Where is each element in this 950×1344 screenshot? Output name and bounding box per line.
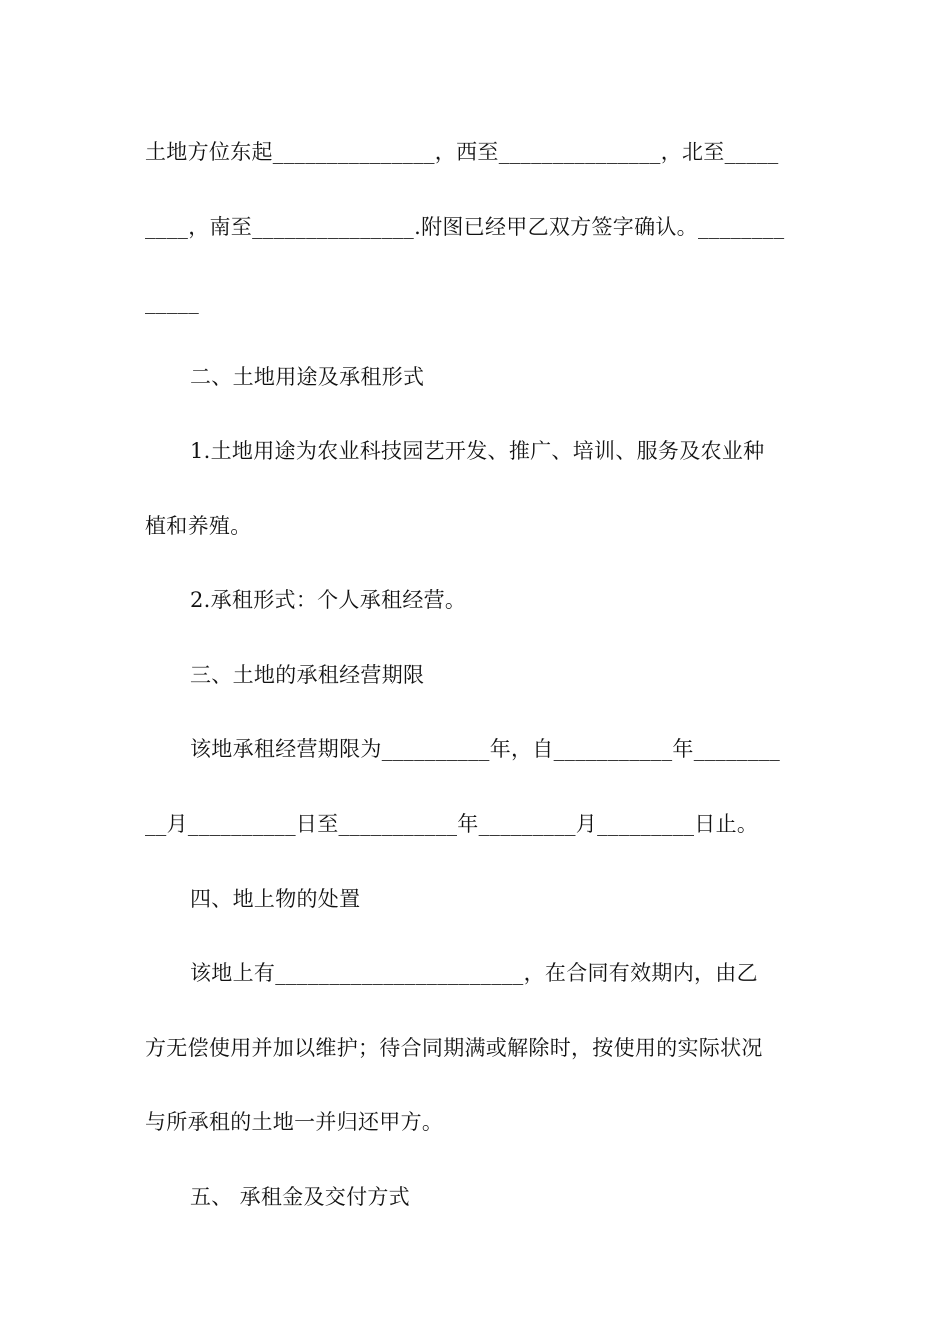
paragraph-ground-objects-2: 方无偿使用并加以维护；待合同期满或解除时，按使用的实际状况 bbox=[145, 1036, 763, 1060]
land-boundary-line-1: 土地方位东起_______________，西至_______________，北至_____ bbox=[145, 140, 779, 164]
section-heading-ground-objects: 四、地上物的处置 bbox=[190, 887, 361, 911]
paragraph-land-use-1: 1.土地用途为农业科技园艺开发、推广、培训、服务及农业种 bbox=[190, 439, 765, 463]
paragraph-ground-objects-1: 该地上有_______________________，在合同有效期内，由乙 bbox=[190, 961, 758, 985]
paragraph-ground-objects-3: 与所承租的土地一并归还甲方。 bbox=[145, 1110, 444, 1134]
land-boundary-line-2: ____，南至_______________.附图已经甲乙双方签字确认。________ bbox=[145, 215, 785, 239]
land-boundary-line-3: _____ bbox=[145, 290, 199, 314]
section-heading-rent-payment: 五、 承租金及交付方式 bbox=[190, 1185, 410, 1209]
section-heading-lease-term: 三、土地的承租经营期限 bbox=[190, 663, 425, 687]
paragraph-lease-form: 2.承租形式：个人承租经营。 bbox=[190, 588, 467, 612]
section-heading-land-use: 二、土地用途及承租形式 bbox=[190, 365, 425, 389]
paragraph-lease-term-1: 该地承租经营期限为__________年，自___________年________ bbox=[190, 737, 781, 761]
paragraph-land-use-2: 植和养殖。 bbox=[145, 514, 252, 538]
paragraph-lease-term-2: __月__________日至___________年_________月_________日止。 bbox=[145, 812, 759, 836]
